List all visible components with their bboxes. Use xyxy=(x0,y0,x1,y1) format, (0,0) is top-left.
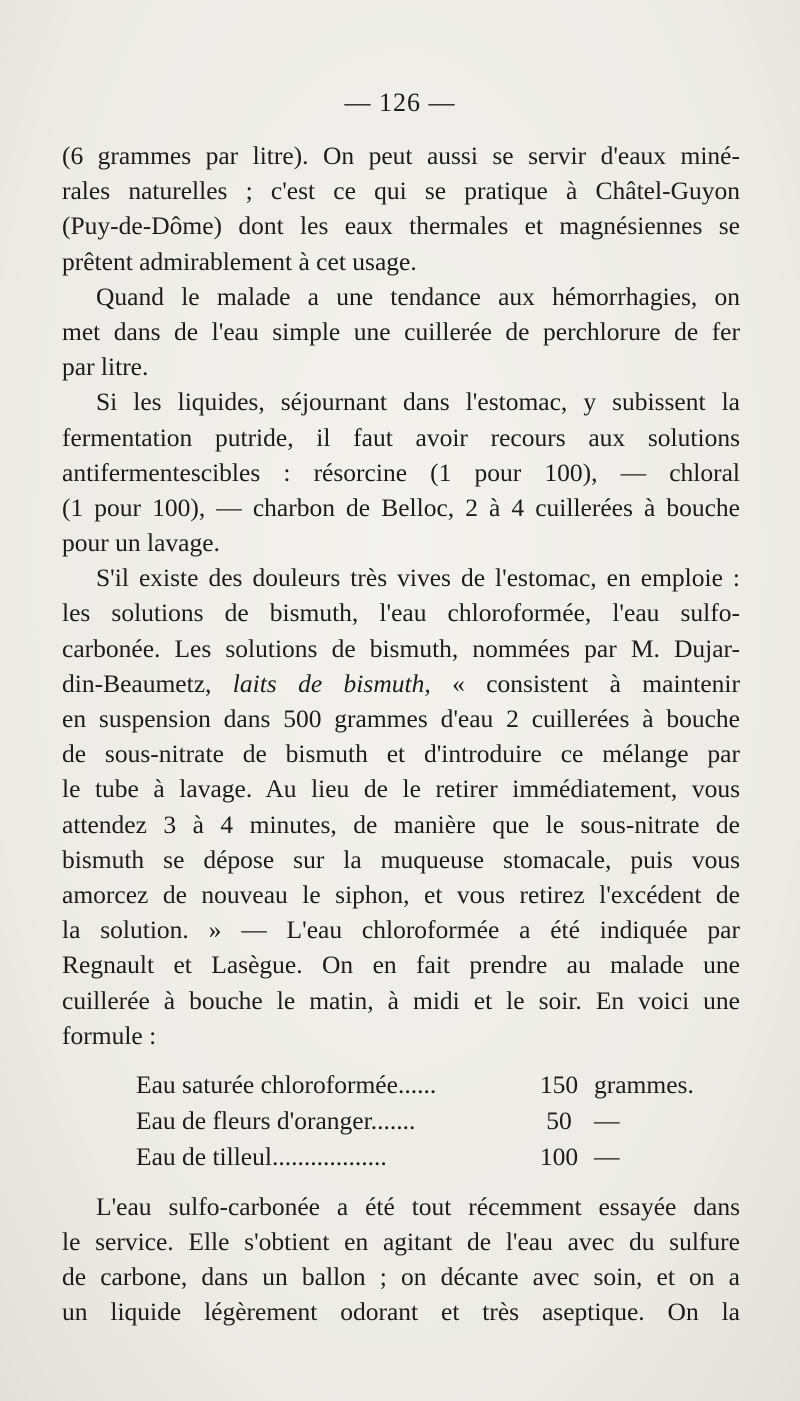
formula-quantity: 50 xyxy=(546,1105,572,1135)
text-line: met dans de l'eau simple une cuillerée de perchlorure de fer xyxy=(62,316,740,346)
text-line: pour un lavage. xyxy=(62,528,220,558)
formula-ingredient: Eau de fleurs d'oranger....... xyxy=(136,1105,416,1135)
body-text xyxy=(62,138,740,1330)
text-line: (1 pour 100), — charbon de Belloc, 2 à 4 cuillerées à bouche xyxy=(62,492,740,522)
text-line: carbonée. Les solutions de bismuth, nommées par M. Dujar- xyxy=(62,633,740,663)
text-line: formule : xyxy=(62,1020,157,1050)
formula-quantity: 100 xyxy=(539,1141,579,1171)
formula-quantity: 150 xyxy=(539,1069,579,1099)
text-line: L'eau sulfo-carbonée a été tout récemment essayée dans xyxy=(96,1191,740,1221)
text-line: prêtent admirablement à cet usage. xyxy=(62,246,417,276)
formula-ingredient: Eau saturée chloroformée...... xyxy=(136,1069,437,1099)
text-line: par litre. xyxy=(62,352,149,382)
text-line: la solution. » — L'eau chloroformée a été indiquée par xyxy=(62,915,740,945)
text-line: rales naturelles ; c'est ce qui se pratique à Châtel-Guyon xyxy=(62,176,740,206)
formula-row xyxy=(62,1139,740,1175)
text-line: le service. Elle s'obtient en agitant de l'eau avec du sulfure xyxy=(62,1227,740,1257)
text-line: (Puy-de-Dôme) dont les eaux thermales et magnésiennes se xyxy=(62,211,740,241)
text-run: « consistent à maintenir xyxy=(430,668,741,698)
text-line: Quand le malade a une tendance aux hémorrhagies, on xyxy=(96,281,740,311)
text-line-mixed xyxy=(62,666,740,701)
text-line: Regnault et Lasègue. On en fait prendre au malade une xyxy=(62,950,740,980)
text-run: din-Beaumetz, xyxy=(62,668,233,698)
formula-unit: — xyxy=(594,1141,620,1171)
text-line: fermentation putride, il faut avoir recours aux solutions xyxy=(62,422,740,452)
formula-row xyxy=(62,1067,740,1103)
text-line: (6 grammes par litre). On peut aussi se servir d'eaux miné- xyxy=(62,141,740,170)
page-number: — 126 — xyxy=(344,88,456,117)
text-line: amorcez de nouveau le siphon, et vous retirez l'excédent de xyxy=(62,879,740,909)
formula-ingredient: Eau de tilleul.................. xyxy=(136,1141,387,1171)
text-line: de carbone, dans un ballon ; on décante avec soin, et on a xyxy=(62,1262,740,1292)
text-line: de sous-nitrate de bismuth et d'introduire ce mélange par xyxy=(62,739,740,769)
text-line: cuillerée à bouche le matin, à midi et le soir. En voici une xyxy=(62,985,740,1015)
text-line: Si les liquides, séjournant dans l'estomac, y subissent la xyxy=(96,387,740,417)
text-line: S'il existe des douleurs très vives de l'estomac, en emploie : xyxy=(96,563,740,593)
formula-unit: — xyxy=(594,1105,620,1135)
formula-row xyxy=(62,1103,740,1139)
italic-term: laits de bismuth, xyxy=(232,668,431,698)
text-line: les solutions de bismuth, l'eau chloroformée, l'eau sulfo- xyxy=(62,598,740,628)
text-line: attendez 3 à 4 minutes, de manière que le sous-nitrate de xyxy=(62,809,740,839)
formula-table xyxy=(62,1067,740,1175)
text-line: bismuth se dépose sur la muqueuse stomacale, puis vous xyxy=(62,844,740,874)
text-line: antifermentescibles : résorcine (1 pour 100), — chloral xyxy=(62,457,740,487)
text-line: le tube à lavage. Au lieu de le retirer immédiatement, vous xyxy=(62,774,740,804)
text-line: un liquide légèrement odorant et très aseptique. On la xyxy=(62,1297,740,1327)
text-line: en suspension dans 500 grammes d'eau 2 cuillerées à bouche xyxy=(62,704,740,733)
formula-unit: grammes. xyxy=(594,1069,694,1099)
